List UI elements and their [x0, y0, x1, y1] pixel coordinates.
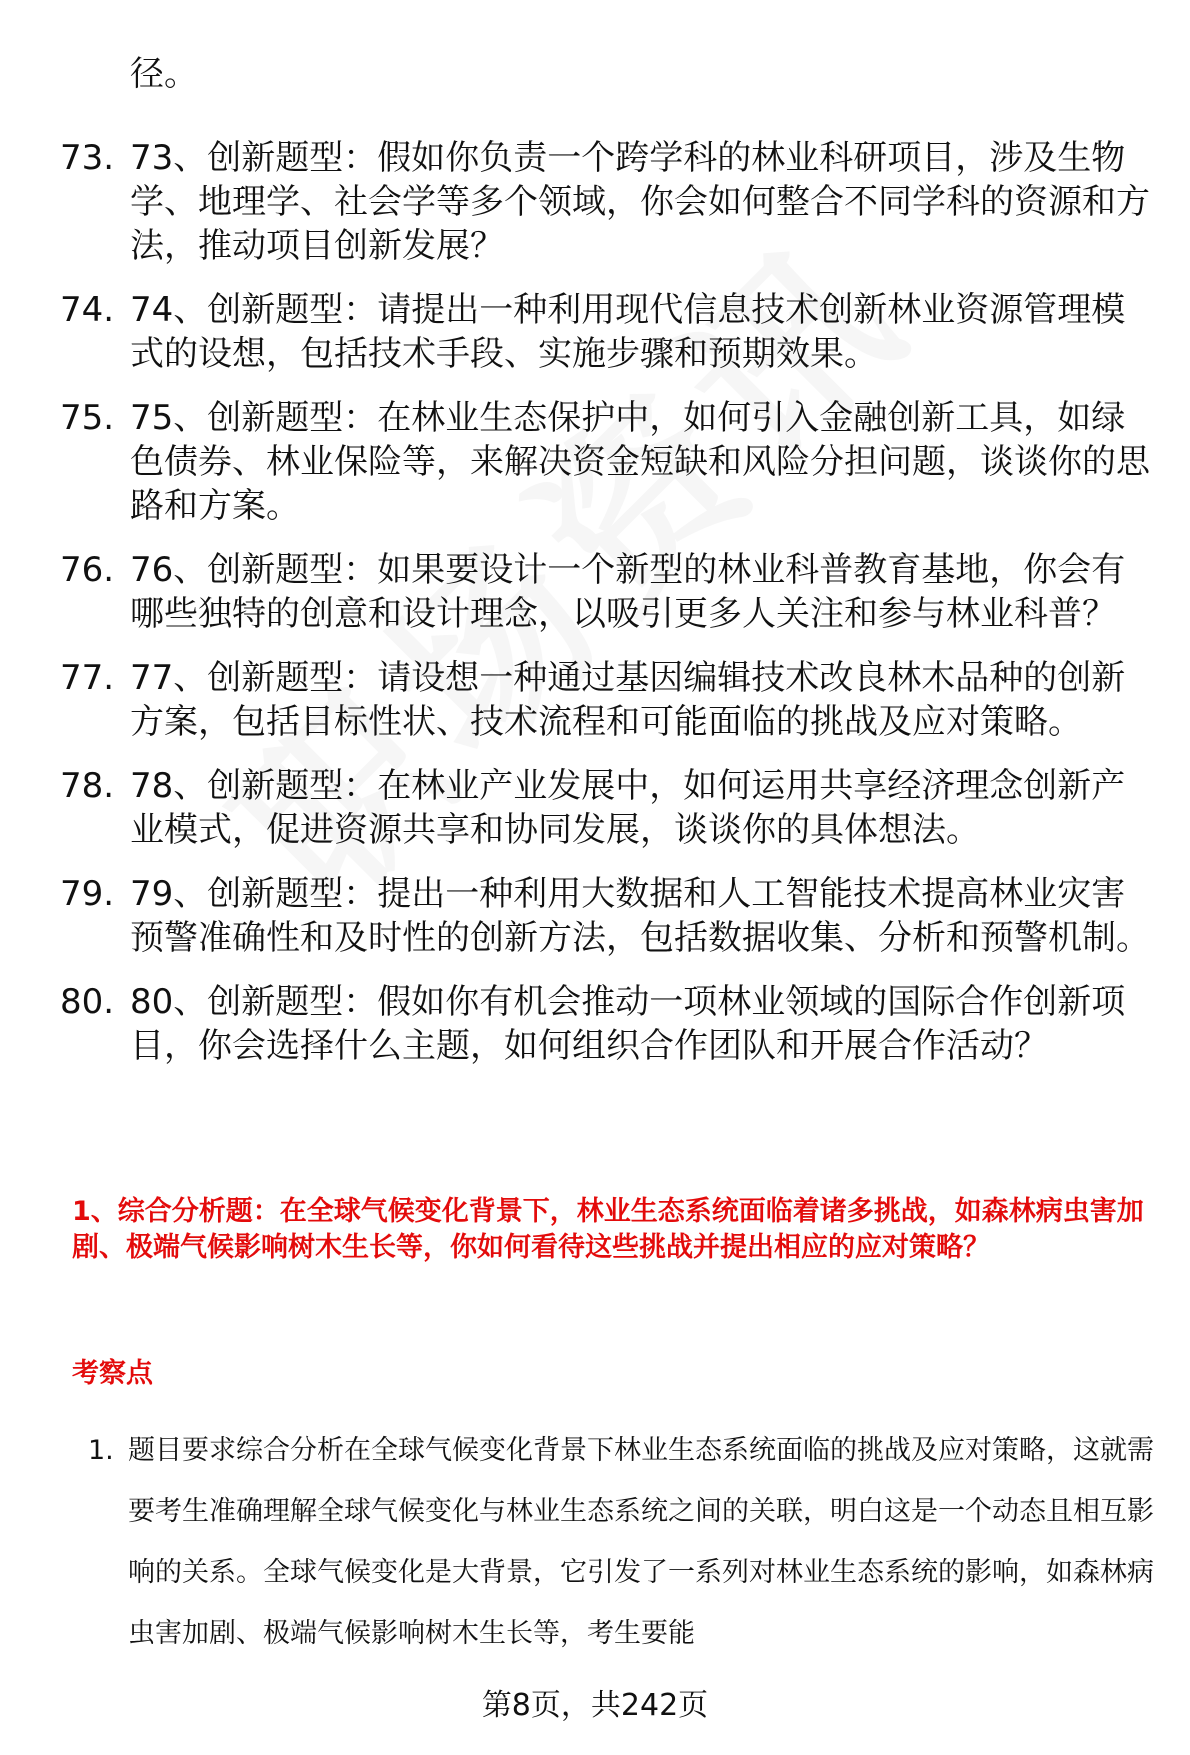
section-title: 1、综合分析题：在全球气候变化背景下，林业生态系统面临着诸多挑战，如森林病虫害加剧、极端气候影响树木生长等，你如何看待这些挑战并提出相应的应对策略？ — [72, 1196, 1144, 1263]
question-item — [60, 764, 1150, 852]
question-text: 78、创新题型：在林业产业发展中，如何运用共享经济理念创新产业模式，促进资源共享和协同发展，谈谈你的具体想法。 — [130, 766, 1126, 850]
question-text: 76、创新题型：如果要设计一个新型的林业科普教育基地，你会有哪些独特的创意和设计理念，以吸引更多人关注和参与林业科普？ — [130, 550, 1126, 634]
analysis-number: 1. — [88, 1435, 114, 1466]
question-number: 77. — [60, 658, 115, 698]
question-number: 73. — [60, 138, 115, 178]
question-number: 79. — [60, 874, 115, 914]
question-text: 74、创新题型：请提出一种利用现代信息技术创新林业资源管理模式的设想，包括技术手段、实施步骤和预期效果。 — [130, 290, 1126, 374]
page-footer: 第8页，共242页 — [481, 1688, 709, 1723]
question-text: 79、创新题型：提出一种利用大数据和人工智能技术提高林业灾害预警准确性和及时性的创新方法，包括数据收集、分析和预警机制。 — [130, 874, 1150, 958]
question-item — [60, 288, 1150, 376]
continuation-text: 径。 — [130, 54, 198, 94]
question-item — [60, 396, 1150, 528]
question-number: 75. — [60, 398, 115, 438]
question-number: 80. — [60, 982, 115, 1022]
question-text: 80、创新题型：假如你有机会推动一项林业领域的国际合作创新项目，你会选择什么主题，如何组织合作团队和开展合作活动？ — [130, 982, 1126, 1066]
question-item — [60, 548, 1150, 636]
question-number: 78. — [60, 766, 115, 806]
question-item — [60, 980, 1150, 1068]
question-number: 74. — [60, 290, 115, 330]
question-list — [60, 52, 1150, 1068]
question-item — [60, 872, 1150, 960]
question-number: 76. — [60, 550, 115, 590]
question-text: 73、创新题型：假如你负责一个跨学科的林业科研项目，涉及生物学、地理学、社会学等多个领域，你会如何整合不同学科的资源和方法，推动项目创新发展？ — [130, 138, 1150, 266]
analysis-item — [88, 1420, 1160, 1664]
analysis-text: 题目要求综合分析在全球气候变化背景下林业生态系统面临的挑战及应对策略，这就需要考生准确理解全球气候变化与林业生态系统之间的关联，明白这是一个动态且相互影响的关系。全球气候变化是大背景，它引发了一系列对林业生态系统的影响，如森林病虫害加剧、极端气候影响树木生长等，考生要能 — [128, 1435, 1154, 1649]
subhead-exam-points: 考察点 — [72, 1358, 153, 1389]
analysis-list — [88, 1420, 1160, 1664]
question-item — [60, 136, 1150, 268]
question-text: 77、创新题型：请设想一种通过基因编辑技术改良林木品种的创新方案，包括目标性状、技术流程和可能面临的挑战及应对策略。 — [130, 658, 1126, 742]
question-text: 75、创新题型：在林业生态保护中，如何引入金融创新工具，如绿色债券、林业保险等，来解决资金短缺和风险分担问题，谈谈你的思路和方案。 — [130, 398, 1150, 526]
question-item — [60, 656, 1150, 744]
